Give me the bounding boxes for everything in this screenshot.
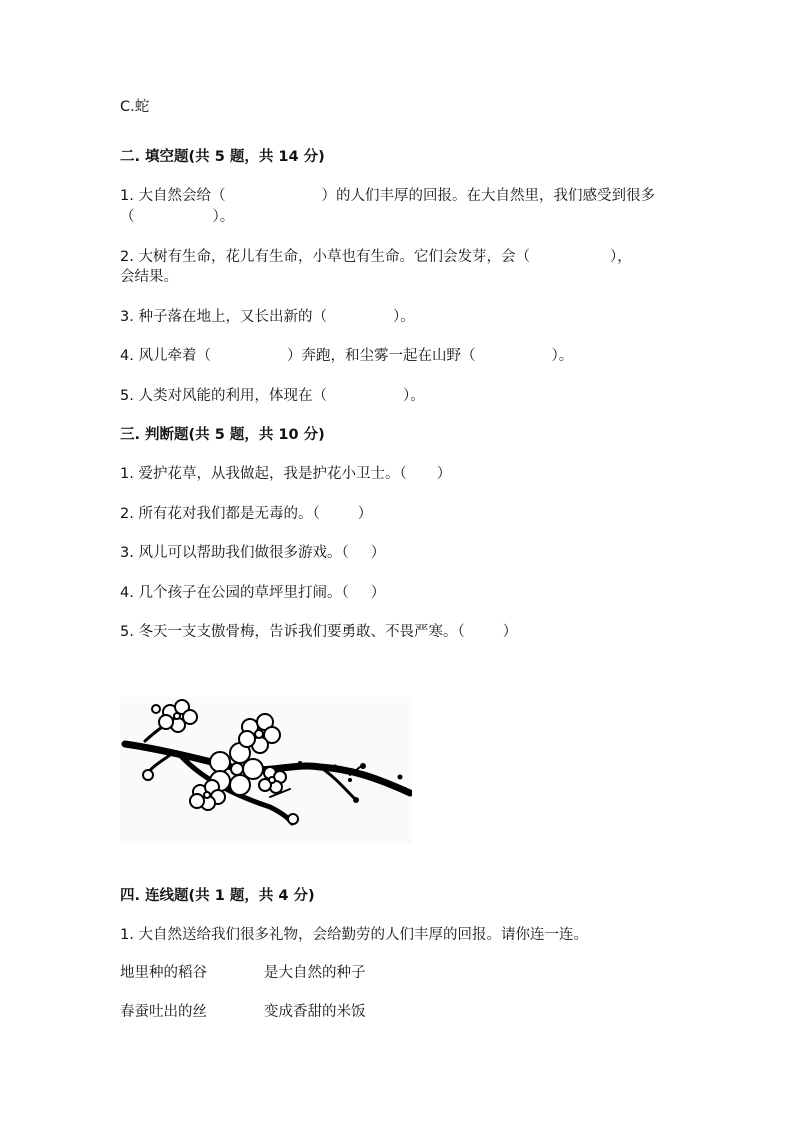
fill-q2-line2: 会结果。 — [120, 269, 178, 285]
section-3-heading: 三. 判断题(共 5 题，共 10 分) — [120, 427, 325, 443]
section-4-heading: 四. 连线题(共 1 题，共 4 分) — [120, 888, 315, 904]
match-q1: 1. 大自然送给我们很多礼物，会给勤劳的人们丰厚的回报。请你连一连。 — [120, 927, 588, 943]
match-right-item[interactable]: 变成香甜的米饭 — [264, 1004, 366, 1020]
fill-q4: 4. 风儿牵着（ ）奔跑，和尘雾一起在山野（ ）。 — [120, 348, 574, 364]
match-left-item[interactable]: 地里种的稻谷 — [120, 965, 207, 981]
judge-q3: 3. 风儿可以帮助我们做很多游戏。（ ） — [120, 545, 386, 561]
option-c: C.蛇 — [120, 99, 150, 115]
match-left-item[interactable]: 春蚕吐出的丝 — [120, 1004, 207, 1020]
fill-q1-line2: （ ）。 — [120, 209, 235, 225]
judge-q1: 1. 爱护花草，从我做起，我是护花小卫士。（ ） — [120, 466, 452, 482]
judge-q2: 2. 所有花对我们都是无毒的。（ ） — [120, 506, 373, 522]
match-row-1 — [120, 963, 366, 983]
section-2-heading: 二. 填空题(共 5 题，共 14 分) — [120, 149, 325, 165]
fill-q3: 3. 种子落在地上，又长出新的（ ）。 — [120, 309, 415, 325]
fill-q5: 5. 人类对风能的利用，体现在（ ）。 — [120, 388, 425, 404]
match-right-item[interactable]: 是大自然的种子 — [264, 965, 366, 981]
fill-q2-line1: 2. 大树有生命，花儿有生命，小草也有生命。它们会发芽，会（ ）， — [120, 249, 632, 265]
judge-q4: 4. 几个孩子在公园的草坪里打闹。（ ） — [120, 585, 386, 601]
fill-q1-line1: 1. 大自然会给（ ）的人们丰厚的回报。在大自然里，我们感受到很多 — [120, 188, 655, 204]
match-row-2 — [120, 1002, 366, 1022]
judge-q5: 5. 冬天一支支傲骨梅，告诉我们要勇敢、不畏严寒。（ ） — [120, 624, 518, 640]
plum-blossom-illustration — [120, 697, 412, 843]
